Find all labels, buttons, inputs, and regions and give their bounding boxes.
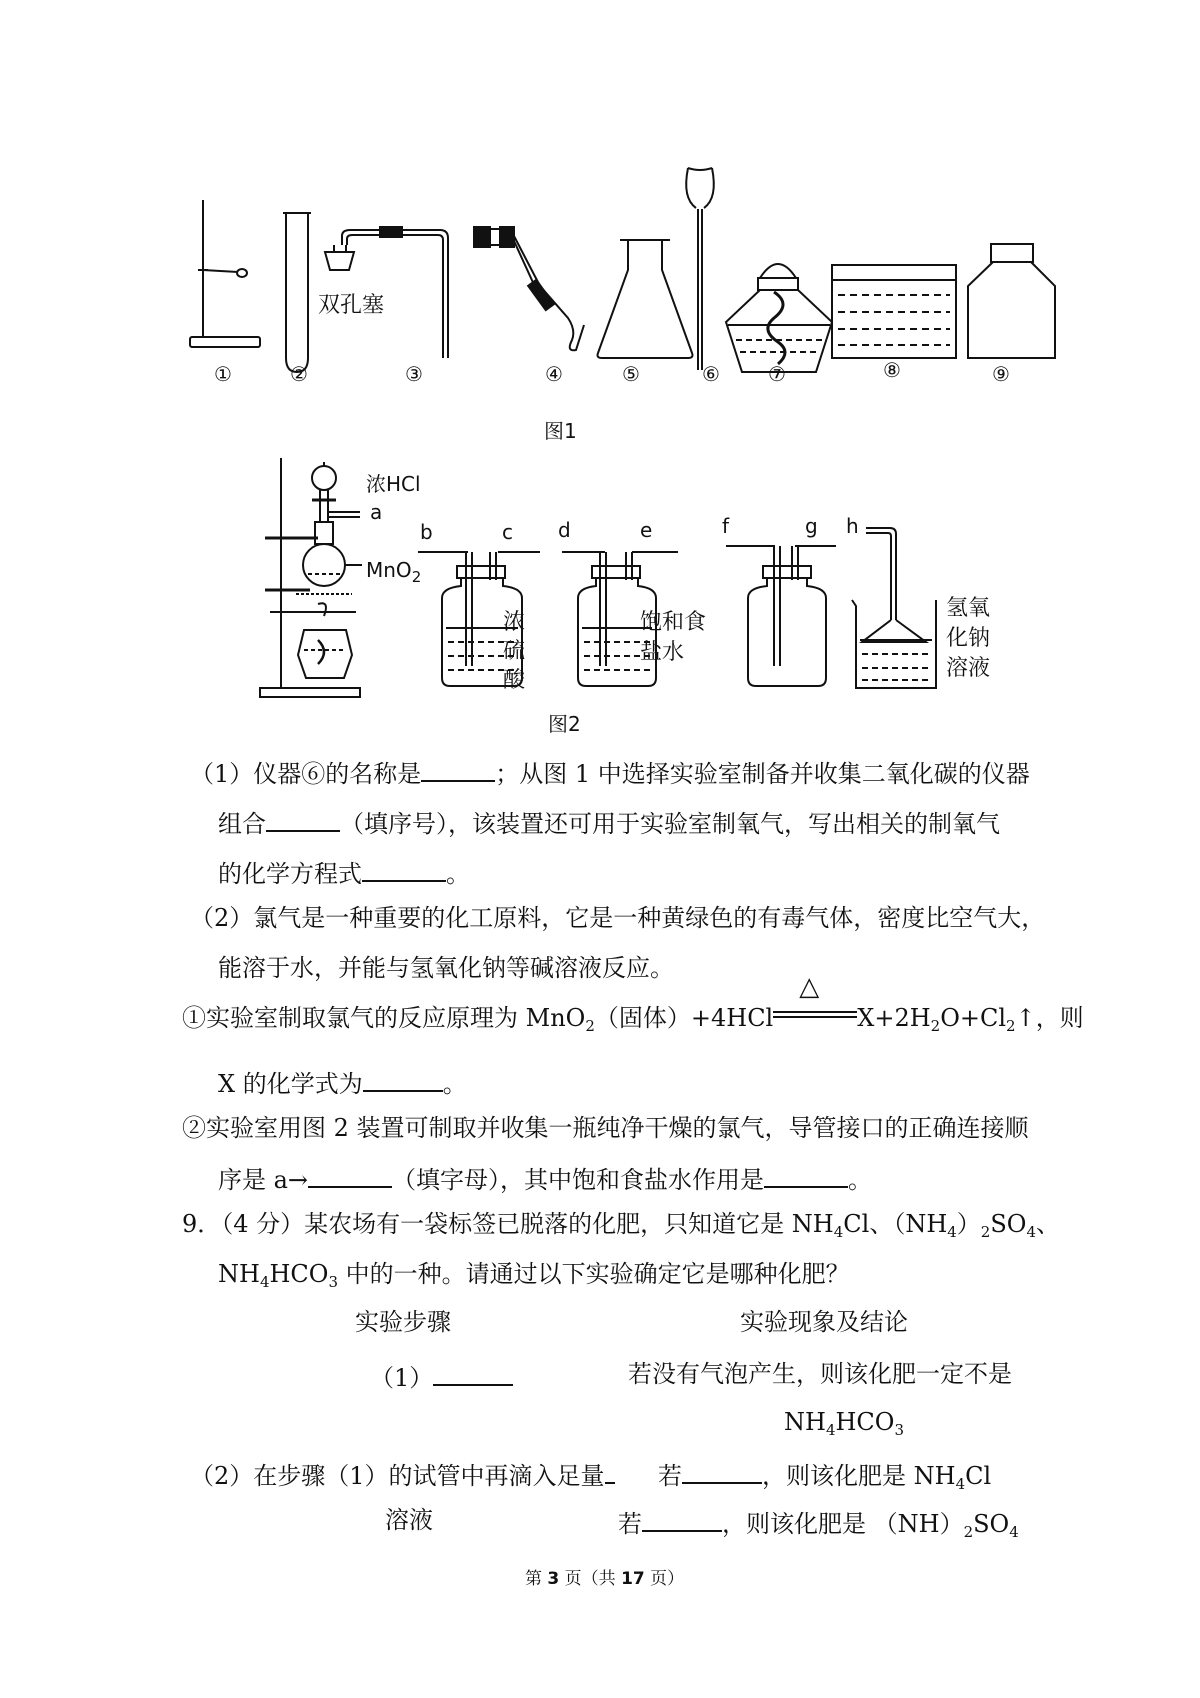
- stopper-with-j-tube-icon: [474, 227, 584, 350]
- answer-blank[interactable]: [682, 1460, 762, 1484]
- table-header-step: 实验步骤: [355, 1308, 451, 1336]
- test-tube-icon: [283, 213, 311, 372]
- q1-line-2: 组合 （填序号），该装置还可用于实验室制氧气，写出相关的制氧气: [218, 810, 1000, 838]
- port-a-label: a: [370, 500, 383, 524]
- collection-bottle-icon: [726, 546, 836, 686]
- q2-line-1: （2）氯气是一种重要的化工原料，它是一种黄绿色的有毒气体，密度比空气大，: [190, 904, 1046, 932]
- port-e-label: e: [640, 518, 653, 542]
- water-trough-icon: [832, 265, 956, 358]
- item-label-6: ⑥: [702, 362, 720, 386]
- answer-blank[interactable]: [308, 1164, 392, 1188]
- item-label-4: ④: [545, 362, 563, 386]
- figure-1-caption: 图1: [544, 419, 577, 443]
- row1-result-line-1: 若没有气泡产生，则该化肥一定不是: [628, 1360, 1012, 1388]
- sub2-line-2: 序是 a→ （填字母），其中饱和食盐水作用是 。: [218, 1166, 873, 1194]
- alcohol-lamp-icon: [726, 264, 832, 372]
- figure-2-caption: 图2: [548, 712, 581, 736]
- heating-condition-arrow: △: [773, 1004, 857, 1026]
- conc-hcl-label: 浓HCl: [366, 472, 421, 496]
- item-label-5: ⑤: [622, 362, 640, 386]
- mno2-label: MnO$_2$: [366, 558, 422, 586]
- q9-line-1: 9．（4 分）某农场有一袋标签已脱落的化肥，只知道它是 $NH_4Cl$、$(NH_4)_2SO_4$、: [182, 1210, 1061, 1241]
- item-label-2: ②: [290, 362, 308, 386]
- two-hole-stopper-label: 双孔塞: [318, 293, 385, 318]
- gas-jar-icon: [968, 244, 1055, 358]
- row2-step-line-2: 溶液: [385, 1506, 433, 1534]
- item-label-1: ①: [214, 362, 232, 386]
- answer-blank[interactable]: [421, 758, 495, 782]
- figure-2-diagram: [0, 450, 1200, 710]
- answer-blank[interactable]: [363, 1068, 443, 1092]
- item-label-8: ⑧: [883, 358, 901, 382]
- figure-1-diagram: [0, 0, 1200, 420]
- q1-line-1: （1）仪器⑥的名称是 ；从图 1 中选择实验室制备并收集二氧化碳的仪器: [190, 760, 1030, 788]
- row1-result-line-2: $NH_4HCO_3$: [784, 1408, 904, 1439]
- conical-flask-icon: [598, 240, 693, 358]
- port-c-label: c: [502, 520, 513, 544]
- answer-blank[interactable]: [266, 808, 340, 832]
- naoh-beaker-icon: [852, 528, 936, 688]
- item-label-9: ⑨: [992, 362, 1010, 386]
- naoh-solution-label: 氢氧 化钠 溶液: [946, 596, 991, 681]
- answer-blank[interactable]: [605, 1460, 615, 1484]
- answer-blank[interactable]: [764, 1164, 848, 1188]
- port-h-label: h: [846, 514, 859, 538]
- port-b-label: b: [420, 520, 433, 544]
- table-header-result: 实验现象及结论: [740, 1308, 908, 1336]
- saturated-brine-label: 饱和食 盐水: [640, 610, 707, 665]
- sub2-line-1: ②实验室用图 2 装置可制取并收集一瓶纯净干燥的氯气，导管接口的正确连接顺: [182, 1114, 1029, 1142]
- sub1-line-2: X 的化学式为 。: [218, 1070, 467, 1098]
- sub1-line-1: ①实验室制取氯气的反应原理为 MnO$_2$（固体）+4HCl △ $X+2H_2O+Cl_2↑$，则: [182, 972, 1084, 1035]
- answer-blank[interactable]: [642, 1508, 722, 1532]
- row2-step-line-1: （2）在步骤（1）的试管中再滴入足量: [190, 1460, 615, 1488]
- total-pages: 17: [621, 1569, 645, 1589]
- long-neck-funnel-icon: [686, 168, 714, 370]
- answer-blank[interactable]: [362, 858, 446, 882]
- row1-step: （1）: [370, 1362, 513, 1390]
- q2-line-2: 能溶于水，并能与氢氧化钠等碱溶液反应。: [218, 954, 674, 982]
- row2-result-line-1: 若 ，则该化肥是 $NH_4Cl$: [658, 1462, 992, 1493]
- conc-sulfuric-acid-label: 浓 硫 酸: [503, 610, 526, 693]
- answer-blank[interactable]: [433, 1362, 513, 1386]
- chlorine-generator-icon: [260, 458, 362, 697]
- row2-result-line-2: 若 ，则该化肥是 $(NH)_2SO_4$: [618, 1510, 1019, 1541]
- q1-line-3: 的化学方程式 。: [218, 860, 470, 888]
- port-d-label: d: [558, 518, 571, 542]
- current-page-number: 3: [547, 1569, 560, 1589]
- page-footer: 第 3 页（共 17 页）: [525, 1569, 685, 1589]
- item-label-7: ⑦: [768, 362, 786, 386]
- item-label-3: ③: [405, 362, 423, 386]
- iron-stand-icon: [190, 200, 260, 347]
- q9-line-2: $NH_4HCO_3$ 中的一种。请通过以下实验确定它是哪种化肥？: [218, 1260, 850, 1291]
- port-g-label: g: [805, 514, 818, 538]
- port-f-label: f: [722, 514, 730, 538]
